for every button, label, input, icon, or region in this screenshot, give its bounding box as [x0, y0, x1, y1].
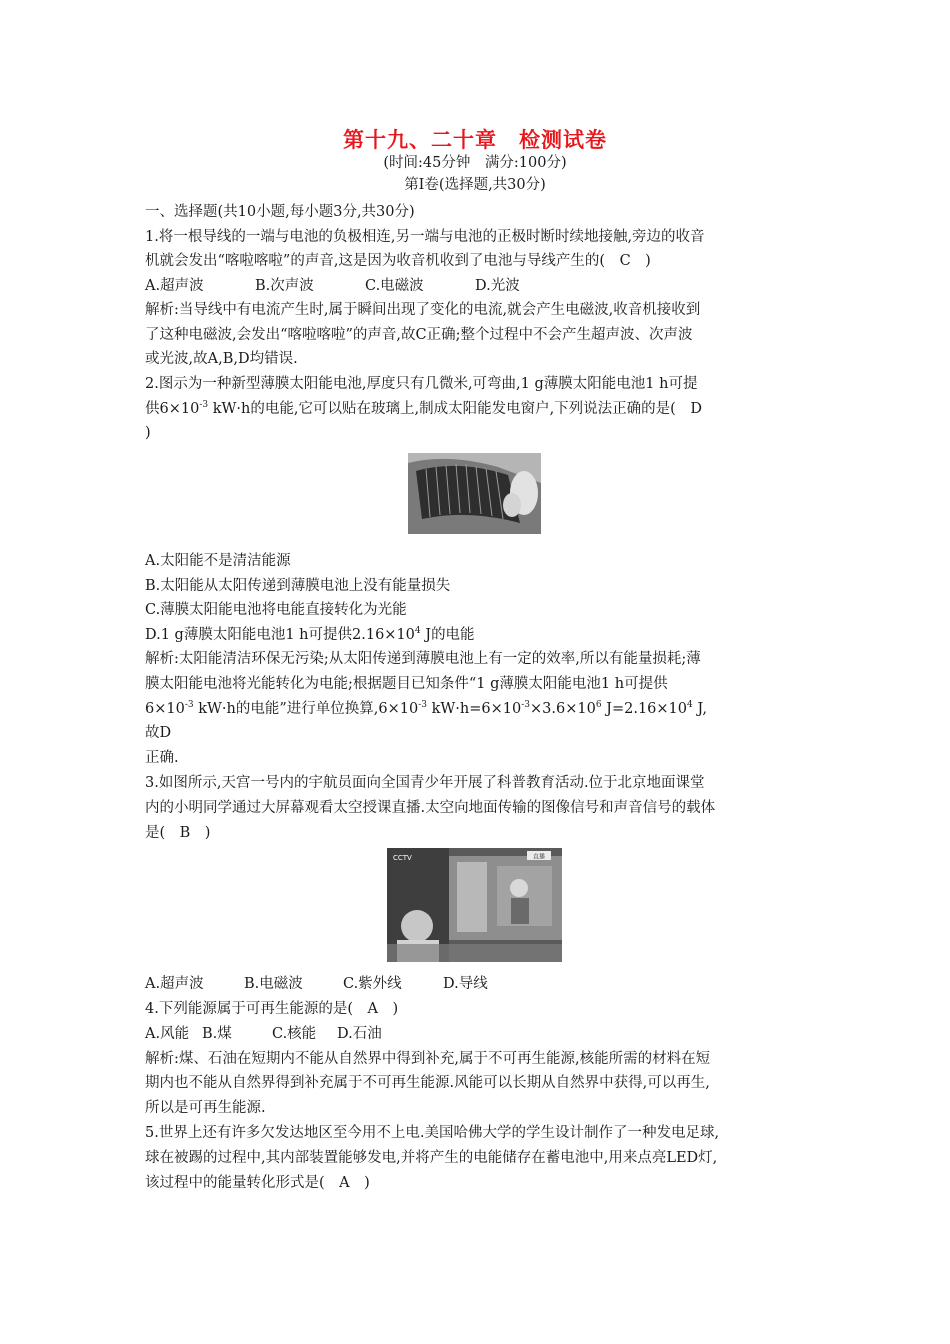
- q2-option-b: B.太阳能从太阳传递到薄膜电池上没有能量损失: [145, 578, 451, 594]
- q1-options: [145, 274, 825, 298]
- q3-line-3: 是( B ): [145, 825, 211, 841]
- q1-line-1: 1.将一根导线的一端与电池的负极相连,另一端与电池的正极时断时续地接触,旁边的收音: [145, 229, 705, 245]
- q2-analysis-4: 故D: [145, 725, 172, 741]
- q4-option-c: C.核能: [272, 1026, 317, 1042]
- q3-option-c: C.紫外线: [343, 976, 402, 992]
- q1-analysis-2: 了这种电磁波,会发出“喀啦喀啦”的声音,故C正确;整个过程中不会产生超声波、次声波: [145, 327, 693, 343]
- q2-option-d: D.1 g薄膜太阳能电池1 h可提供$2.16\times 10^4$ J的电能: [145, 626, 475, 643]
- space-lesson-illustration: [387, 848, 562, 962]
- section-heading: 一、选择题(共10小题,每小题3分,共30分): [145, 204, 415, 220]
- solar-film-illustration: [408, 453, 541, 534]
- q1-line-2: 机就会发出“喀啦喀啦”的声音,这是因为收音机收到了电池与导线产生的( C ): [145, 253, 651, 269]
- q4-analysis-1: 解析:煤、石油在短期内不能从自然界中得到补充,属于不可再生能源,核能所需的材料在短: [145, 1051, 711, 1067]
- q1-analysis-3: 或光波,故A,B,D均错误.: [145, 351, 298, 367]
- q4-line-1: 4.下列能源属于可再生能源的是( A ): [145, 1001, 399, 1017]
- q2-analysis-1: 解析:太阳能清洁环保无污染;从太阳传递到薄膜电池上有一定的效率,所以有能量损耗;薄: [145, 651, 701, 667]
- q4-option-a: A.风能: [145, 1026, 190, 1042]
- q4-option-d: D.石油: [337, 1026, 382, 1042]
- q4-analysis-3: 所以是可再生能源.: [145, 1100, 266, 1116]
- solar-film-photo: [408, 453, 541, 534]
- q1-option-a: A.超声波: [145, 278, 204, 294]
- q2-analysis-2: 膜太阳能电池将光能转化为电能;根据题目已知条件“1 g薄膜太阳能电池1 h可提供: [145, 676, 668, 692]
- q4-options: [145, 1022, 825, 1046]
- q3-options: [145, 972, 825, 996]
- q3-option-b: B.电磁波: [244, 976, 303, 992]
- q4-analysis-2: 期内也不能从自然界得到补充属于不可再生能源.风能可以长期从自然界中获得,可以再生,: [145, 1075, 710, 1091]
- q4-option-b: B.煤: [202, 1026, 232, 1042]
- q1-option-c: C.电磁波: [365, 278, 424, 294]
- q3-option-a: A.超声波: [145, 976, 204, 992]
- q2-line-3: ): [145, 425, 151, 441]
- q5-line-3: 该过程中的能量转化形式是( A ): [145, 1175, 370, 1191]
- page-title: 第十九、二十章 检测试卷: [343, 127, 607, 152]
- q3-option-d: D.导线: [443, 976, 488, 992]
- q2-line-1: 2.图示为一种新型薄膜太阳能电池,厚度只有几微米,可弯曲,1 g薄膜太阳能电池1 h可提: [145, 376, 698, 392]
- q3-line-2: 内的小明同学通过大屏幕观看太空授课直播.太空向地面传输的图像信号和声音信号的载体: [145, 800, 716, 816]
- q2-analysis-5: 正确.: [145, 750, 179, 766]
- tv-logo: CCTV: [393, 854, 412, 862]
- space-lesson-photo: [387, 848, 562, 962]
- q3-line-1: 3.如图所示,天宫一号内的宇航员面向全国青少年开展了科普教育活动.位于北京地面课堂: [145, 775, 705, 791]
- q1-analysis-1: 解析:当导线中有电流产生时,属于瞬间出现了变化的电流,就会产生电磁波,收音机接收到: [145, 302, 701, 318]
- q2-analysis-3: $6\times 10^{-3}$ kW·h的电能”进行单位换算$,6\times 10^{-3}$ $kW\cdot h=6\times 10^{-3}\times 3.6\times 10^6$ $J=2.16\times 10^4$ J,: [145, 700, 707, 717]
- q1-option-d: D.光波: [475, 278, 520, 294]
- q5-line-1: 5.世界上还有许多欠发达地区至今用不上电.美国哈佛大学的学生设计制作了一种发电足球,: [145, 1125, 720, 1141]
- q2-option-c: C.薄膜太阳能电池将电能直接转化为光能: [145, 602, 407, 618]
- q2-line-2: 供$6\times 10^{-3}$ kW·h的电能,它可以贴在玻璃上,制成太阳能发电窗户,下列说法正确的是( D: [145, 400, 702, 417]
- q1-option-b: B.次声波: [255, 278, 314, 294]
- volume-heading: 第Ⅰ卷(选择题,共30分): [404, 177, 546, 193]
- q5-line-2: 球在被踢的过程中,其内部装置能够发电,并将产生的电能储存在蓄电池中,用来点亮LED灯,: [145, 1150, 718, 1166]
- time-info: (时间:45分钟 满分:100分): [383, 155, 567, 171]
- live-badge: 直播: [532, 853, 546, 861]
- q2-option-a: A.太阳能不是清洁能源: [145, 553, 291, 569]
